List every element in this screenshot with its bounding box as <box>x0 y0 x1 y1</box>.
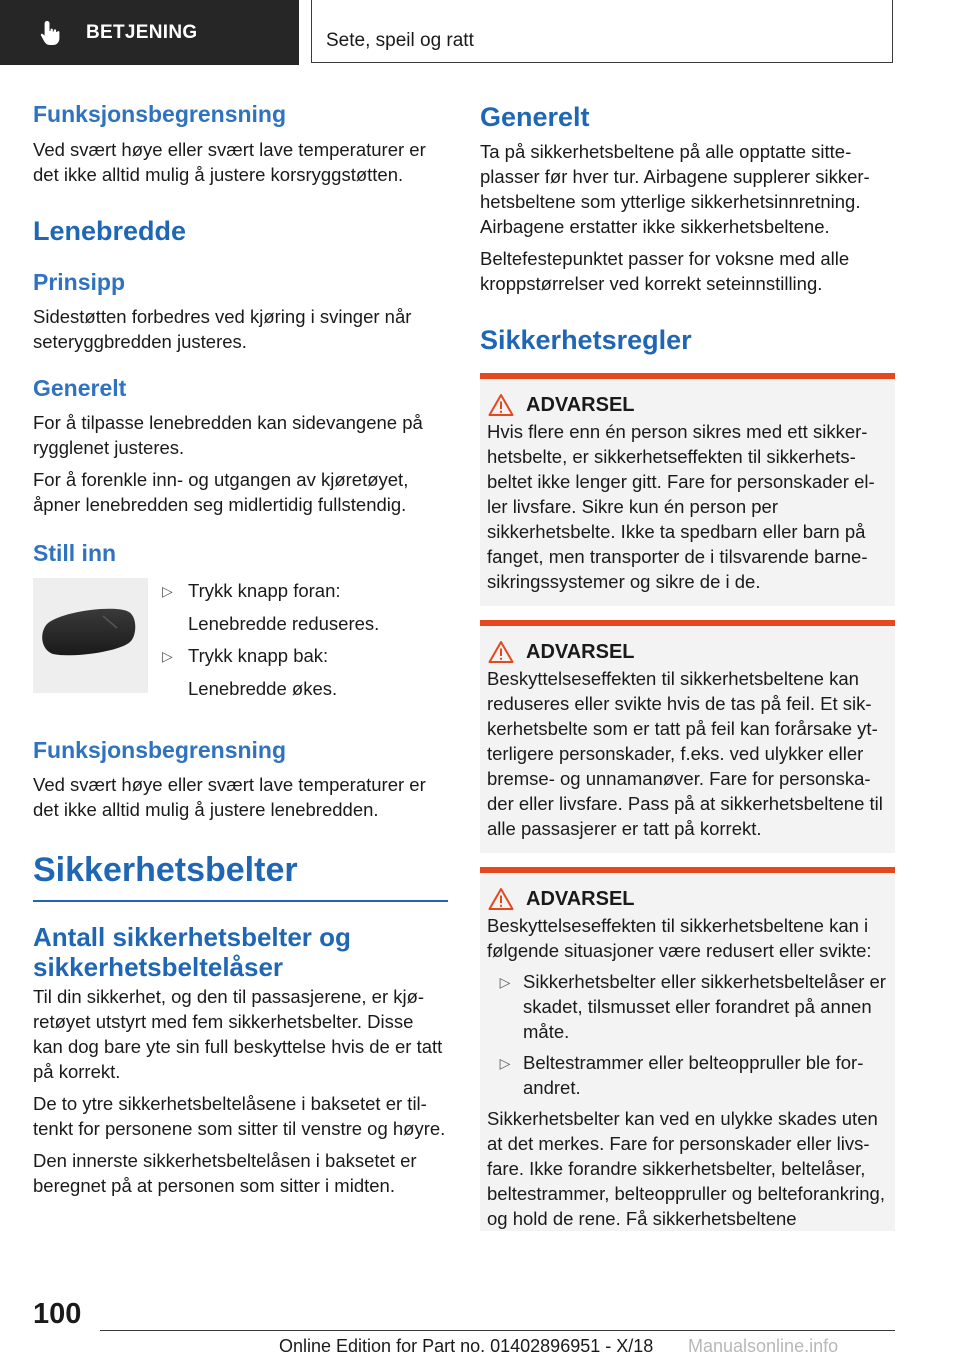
warning-box-2 <box>480 620 895 853</box>
warning-head-1 <box>488 393 888 417</box>
warning-list-item <box>487 1050 888 1100</box>
paragraph-funk2: Ved svært høye eller svært lave temperaturer er det ikke alltid mulig å justere lenebredden. <box>33 774 426 820</box>
warning-item-1: Sikkerhetsbelter eller sikkerhetsbeltelåser er skadet, tilsmusset eller forandret på annen måte. <box>523 971 886 1042</box>
warning-triangle-icon <box>488 887 514 911</box>
warning-head-3 <box>488 887 888 911</box>
paragraph-prinsipp: Sidestøtten forbedres ved kjøring i svinger når seteryggbredden justeres. <box>33 306 412 352</box>
warning-item-2: Beltestrammer eller belteoppruller ble forandret. <box>523 1052 864 1098</box>
watermark-text: Manualsonline.info <box>688 1336 839 1356</box>
warning-title-3: ADVARSEL <box>526 887 635 910</box>
step-2 <box>162 643 379 669</box>
warning-box-3 <box>480 867 895 1231</box>
paragraph-funk1: Ved svært høye eller svært lave temperaturer er det ikke alltid mulig å justere korsryggstøtten. <box>33 139 426 185</box>
step-1-action: Trykk knapp foran: <box>188 580 341 601</box>
warning-title-2: ADVARSEL <box>526 640 635 663</box>
step-2-action: Trykk knapp bak: <box>188 645 329 666</box>
paragraph-generelt-right-2: Beltefestepunktet passer for voksne med alle kroppstørrelser ved korrekt seteinnstilling. <box>480 248 850 294</box>
heading-funksjonsbegrensning-1: Funksjonsbegrensning <box>33 101 287 127</box>
paragraph-generelt-right-1: Ta på sikkerhetsbeltene på alle opptatte sitteplasser før hver tur. Airbagene supplerer sikkerhetsbeltene som ytterlige sikkerhetsinnretning. Airbagene erstatter ikke sikkerhetsbeltene. <box>480 141 870 237</box>
page-number: 100 <box>33 1298 82 1330</box>
paragraph-antall-2: De to ytre sikkerhetsbeltelåsene i baksetet er tiltenkt for personene som sitter til venstre og høyre. <box>33 1093 446 1139</box>
warning-head-2 <box>488 640 888 664</box>
step-1-result: Lenebredde reduseres. <box>188 613 380 634</box>
section-rule <box>33 900 448 902</box>
triangle-bullet-icon: ▷ <box>499 974 511 990</box>
triangle-bullet-icon: ▷ <box>499 1055 511 1071</box>
right-column <box>480 100 895 1231</box>
warning-text-1: Hvis flere enn én person sikres med ett sikkerhetsbelte, er sikkerhetseffekten til sikkerhetsbeltet ikke lenger gitt. Fare for personskader eller livsfare. Sikre kun én person per sikkerhetsbelte. Ikke ta spedbarn eller barn på fanget, men transporter de i tilsvarende barnesikringssystemer og sikre de i de. <box>487 421 875 592</box>
step-1 <box>162 578 379 604</box>
seat-width-button-icon <box>33 578 148 693</box>
still-inn-block <box>33 578 448 708</box>
hand-pointer-icon <box>36 18 66 48</box>
heading-generelt-left: Generelt <box>33 375 127 401</box>
warning-title-1: ADVARSEL <box>526 393 635 416</box>
heading-still-inn: Still inn <box>33 540 117 566</box>
header-category: BETJENING <box>86 21 198 43</box>
heading-sikkerhetsbelter: Sikkerhetsbelter <box>33 851 298 889</box>
header-category-tab <box>0 0 299 65</box>
triangle-bullet-icon: ▷ <box>162 648 173 664</box>
heading-antall: Antall sikkerhetsbelter og sikkerhetsbeltelåser <box>33 922 351 982</box>
header-section-title: Sete, speil og ratt <box>326 30 474 51</box>
paragraph-generelt-2: For å forenkle inn- og utgangen av kjøretøyet, åpner lenebredden seg midlertidig fullstendig. <box>33 469 409 515</box>
paragraph-generelt-1: For å tilpasse lenebredden kan sidevangene på rygglenet justeres. <box>33 412 423 458</box>
warning-list-3 <box>487 969 888 1100</box>
still-inn-steps <box>162 578 379 708</box>
warning-triangle-icon <box>488 393 514 417</box>
heading-sikkerhetsregler: Sikkerhetsregler <box>480 325 692 355</box>
heading-prinsipp: Prinsipp <box>33 269 126 295</box>
left-column <box>33 100 448 1198</box>
triangle-bullet-icon: ▷ <box>162 583 173 599</box>
warning-intro-3: Beskyttelseseffekten til sikkerhetsbeltene kan i følgende situasjoner være redusert eller svikte: <box>487 915 872 961</box>
footer-rule <box>100 1330 895 1331</box>
warning-triangle-icon <box>488 640 514 664</box>
seat-button-image <box>33 578 148 693</box>
heading-generelt-right: Generelt <box>480 102 590 132</box>
paragraph-antall-1: Til din sikkerhet, og den til passasjerene, er kjøretøyet utstyrt med fem sikkerhetsbelter. Disse kan dog bare yte sin full beskyttelse hvis de er tatt på korrekt. <box>33 986 443 1082</box>
warning-box-1 <box>480 373 895 606</box>
header-section-box <box>311 0 893 63</box>
warning-text-2: Beskyttelseseffekten til sikkerhetsbeltene kan reduseres eller svikte hvis de tas på feil. Et sikkerhetsbelte som er tatt på feil kan forårsake ytterligere personskader, f.eks. ved ulykker eller bremse- og unnamanøver. Fare for personskader eller livsfare. Pass på at sikkerhetsbeltene til alle passasjerer er tatt på korrekt. <box>487 668 883 839</box>
edition-text: Online Edition for Part no. 01402896951 - X/18 <box>279 1336 654 1356</box>
heading-lenebredde: Lenebredde <box>33 216 187 246</box>
heading-funksjonsbegrensning-2: Funksjonsbegrensning <box>33 737 287 763</box>
warning-outro-3: Sikkerhetsbelter kan ved en ulykke skades uten at det merkes. Fare for personskader eller livsfare. Ikke forandre sikkerhetsbelter, beltelåser, beltestrammer, belteoppruller og belteforankring, og hold de rene. Få sikkerhetsbeltene <box>487 1108 885 1229</box>
warning-list-item <box>487 969 888 1044</box>
paragraph-antall-3: Den innerste sikkerhetsbeltelåsen i baksetet er beregnet på at personen som sitter i midten. <box>33 1150 417 1196</box>
step-2-result: Lenebredde økes. <box>188 678 338 699</box>
